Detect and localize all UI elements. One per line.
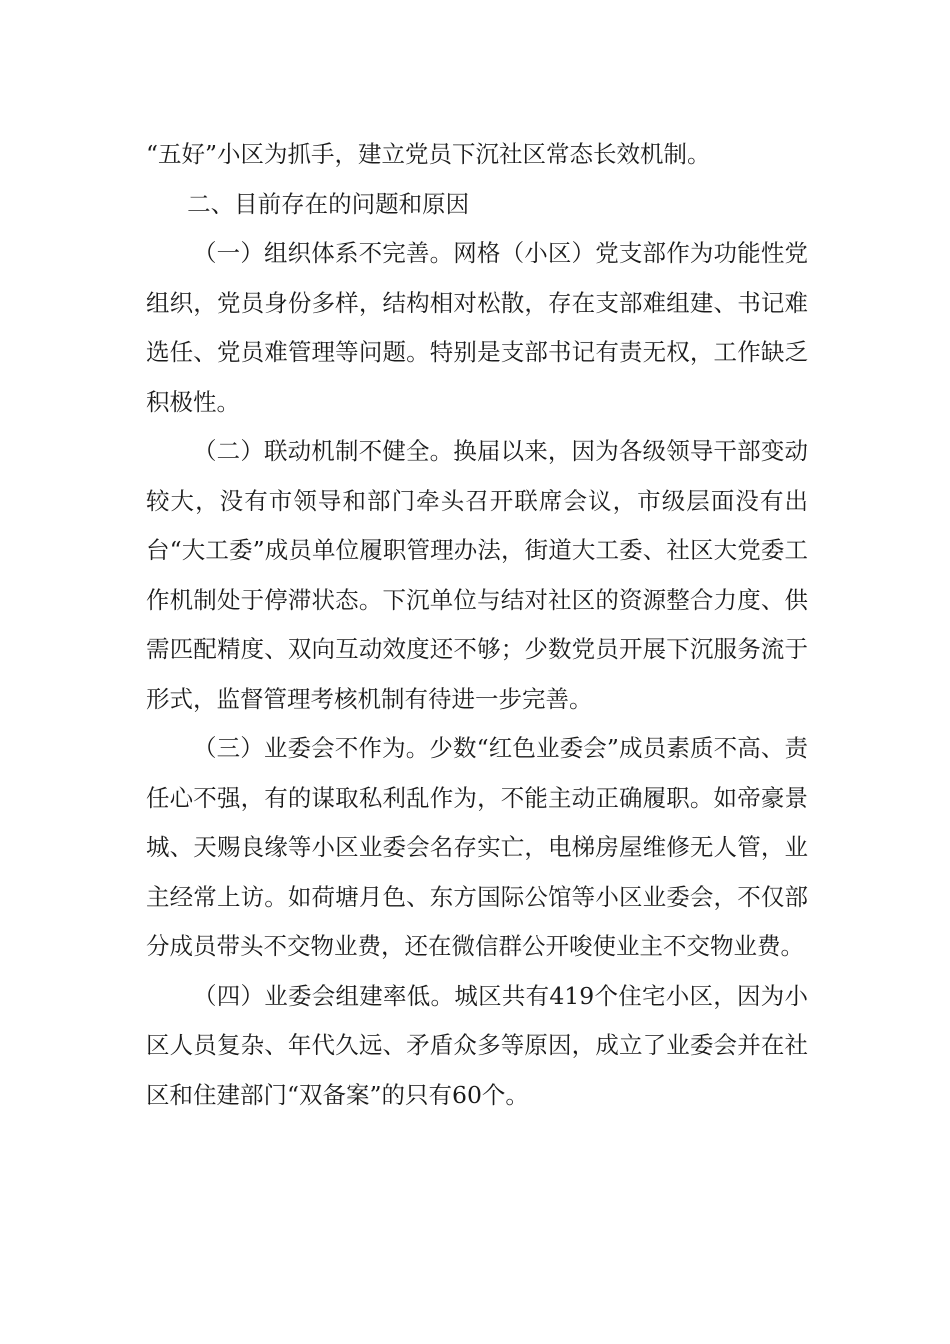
paragraph-issue-3: （三）业委会不作为。少数“红色业委会”成员素质不高、责任心不强，有的谋取私利乱作为，不能主动正确履职。如帝豪景城、天赐良缘等小区业委会名存实亡，电梯房屋维修无人管，业主经常上访。如荷塘月色、东方国际公馆等小区业委会，不仅部分成员带头不交物业费，还在微信群公开唆使业主不交物业费。	[146, 734, 808, 960]
document-body	[146, 130, 808, 1120]
paragraph-issue-2: （二）联动机制不健全。换届以来，因为各级领导干部变动较大，没有市领导和部门牵头召开联席会议，市级层面没有出台“大工委”成员单位履职管理办法，街道大工委、社区大党委工作机制处于停滞状态。下沉单位与结对社区的资源整合力度、供需匹配精度、双向互动效度还不够；少数党员开展下沉服务流于形式，监督管理考核机制有待进一步完善。	[146, 437, 808, 713]
paragraph-issue-1: （一）组织体系不完善。网格（小区）党支部作为功能性党组织，党员身份多样，结构相对松散，存在支部难组建、书记难选任、党员难管理等问题。特别是支部书记有责无权，工作缺乏积极性。	[146, 239, 808, 416]
section-heading: 二、目前存在的问题和原因	[187, 189, 470, 218]
paragraph-continuation: “五好”小区为抓手，建立党员下沉社区常态长效机制。	[146, 140, 711, 168]
paragraph-issue-4: （四）业委会组建率低。城区共有419个住宅小区，因为小区人员复杂、年代久远、矛盾众多等原因，成立了业委会并在社区和住建部门“双备案”的只有60个。	[146, 981, 808, 1109]
